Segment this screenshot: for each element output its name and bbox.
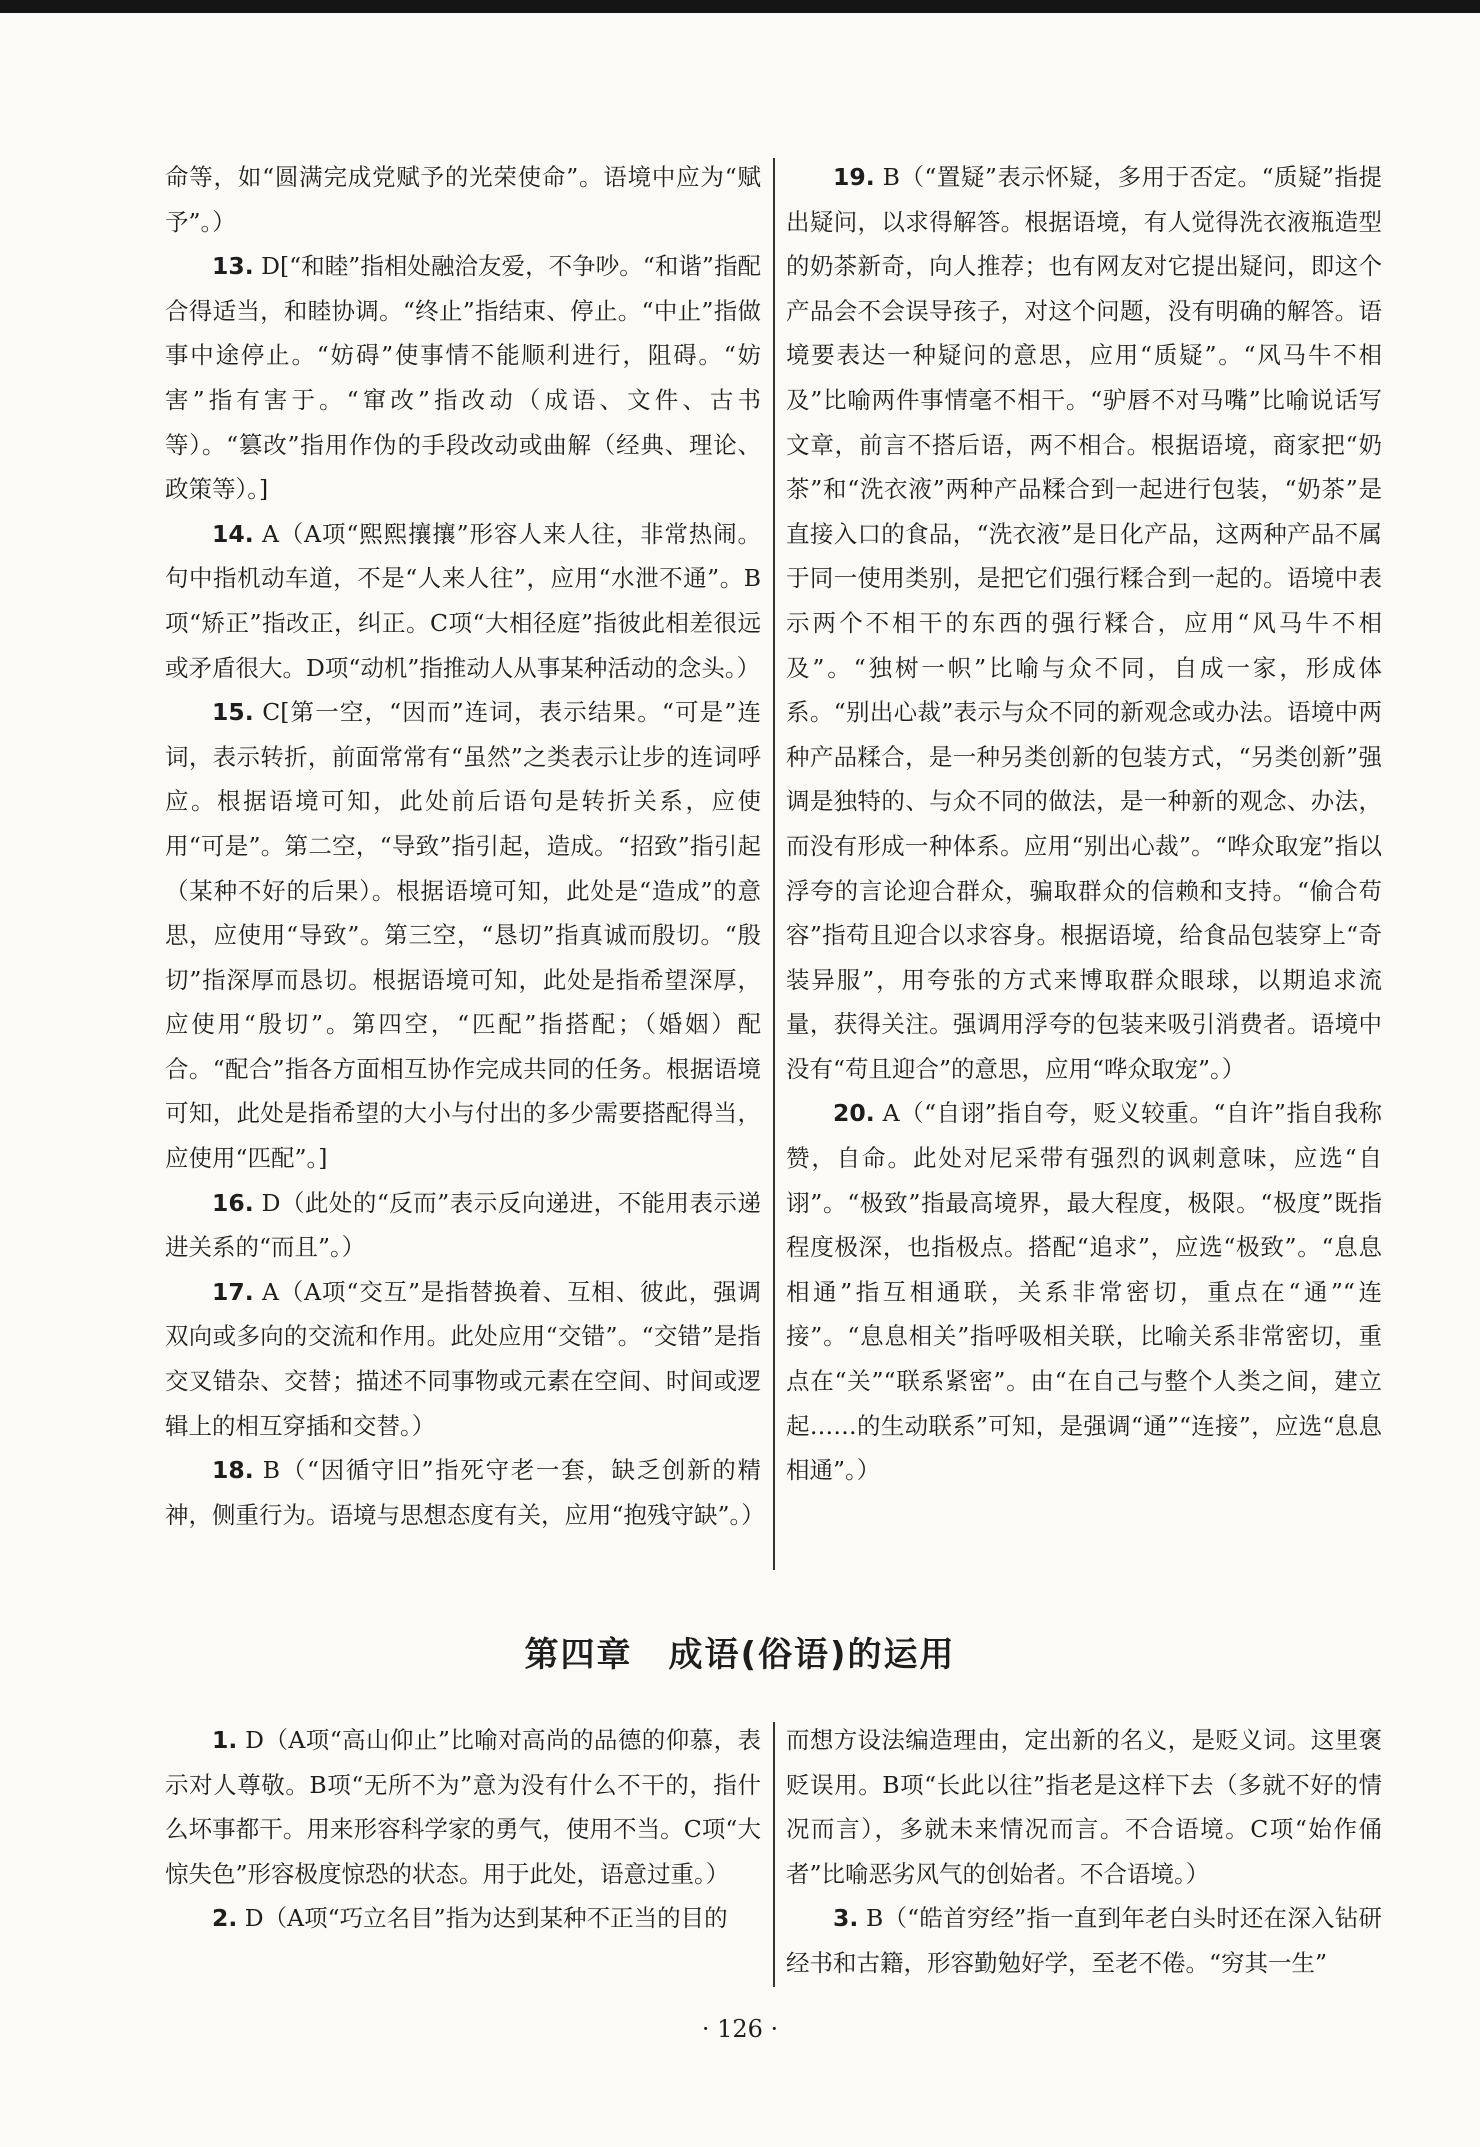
answer-item [786, 1896, 1382, 1985]
item-text: B（“皓首穷经”指一直到年老白头时还在深入钻研经书和古籍，形容勤勉好学，至老不倦。“穷其一生” [786, 1904, 1382, 1977]
item-number: 1. [212, 1726, 238, 1754]
answer-item [165, 244, 761, 512]
item-text: B（“因循守旧”指死守老一套，缺乏创新的精神，侧重行为。语境与思想态度有关，应用“抱残守缺”。） [165, 1456, 765, 1529]
bottom-left-column [165, 1718, 761, 1941]
item-number: 14. [212, 519, 254, 548]
item-number: 15. [212, 698, 254, 727]
answer-continuation [786, 1718, 1382, 1896]
item-text: B（“置疑”表示怀疑，多用于否定。“质疑”指提出疑问，以求得解答。根据语境，有人觉得洗衣液瓶造型的奶茶新奇，向人推荐；也有网友对它提出疑问，即这个产品会不会误导孩子，对这个问题，没有明确的解答。语境要表达一种疑问的意思，应用“质疑”。“风马牛不相及”比喻两件事情毫不相干。“驴唇不对马嘴”比喻说话写文章，前言不搭后语，两不相合。根据语境，商家把“奶茶”和“洗衣液”两种产品糅合到一起进行包装，“奶茶”是直接入口的食品，“洗衣液”是日化产品，这两种产品不属于同一使用类别，是把它们强行糅合到一起的。语境中表示两个不相干的东西的强行糅合，应用“风马牛不相及”。“独树一帜”比喻与众不同，自成一家，形成体系。“别出心裁”表示与众不同的新观念或办法。语境中两种产品糅合，是一种另类创新的包装方式，“另类创新”强调是独特的、与众不同的做法，是一种新的观念、办法，而没有形成一种体系。应用“别出心裁”。“哗众取宠”指以浮夸的言论迎合群众，骗取群众的信赖和支持。“偷合苟容”指苟且迎合以求容身。根据语境，给食品包装穿上“奇装异服”，用夸张的方式来博取群众眼球，以期追求流量，获得关注。强调用浮夸的包装来吸引消费者。语境中没有“苟且迎合”的意思，应用“哗众取宠”。） [786, 163, 1382, 1083]
item-text: A（A项“交互”是指替换着、互相、彼此，强调双向或多向的交流和作用。此处应用“交错”。“交错”是指交叉错杂、交替；描述不同事物或元素在空间、时间或逻辑上的相互穿插和交替。） [165, 1277, 761, 1440]
item-number: 20. [833, 1099, 875, 1128]
top-border-rule [0, 0, 1480, 13]
top-right-column [786, 155, 1382, 1493]
bottom-right-column [786, 1718, 1382, 1986]
item-text: 而想方设法编造理由，定出新的名义，是贬义词。这里褒贬误用。B项“长此以往”指老是这样下去（多就不好的情况而言），多就未来情况而言。不合语境。C项“始作俑者”比喻恶劣风气的创始者。不合语境。） [786, 1726, 1382, 1888]
page-number: · 126 · [701, 2015, 779, 2043]
item-number: 17. [212, 1277, 254, 1306]
item-text: 命等，如“圆满完成党赋予的光荣使命”。语境中应为“赋予”。） [165, 163, 761, 236]
answer-item [165, 1181, 761, 1270]
bottom-column-divider [773, 1722, 775, 1987]
answer-item [786, 155, 1382, 1091]
answer-item [165, 512, 761, 690]
item-number: 13. [212, 252, 254, 281]
answer-item [786, 1091, 1382, 1492]
item-text: D（A项“巧立名目”指为达到某种不正当的目的 [237, 1904, 728, 1933]
answer-item [165, 690, 761, 1181]
top-column-divider [773, 158, 775, 1570]
answer-item [165, 1270, 761, 1448]
answer-item [165, 1896, 761, 1941]
item-number: 19. [833, 163, 875, 191]
item-number: 2. [212, 1904, 238, 1933]
answer-continuation [165, 155, 761, 244]
item-text: D[“和睦”指相处融洽友爱，不争吵。“和谐”指配合得适当，和睦协调。“终止”指结束、停止。“中止”指做事中途停止。“妨碍”使事情不能顺利进行，阻碍。“妨害”指有害于。“窜改”指改动（成语、文件、古书等）。“篡改”指用作伪的手段改动或曲解（经典、理论、政策等）。] [165, 252, 761, 504]
item-text: C[第一空，“因而”连词，表示结果。“可是”连词，表示转折，前面常常有“虽然”之类表示让步的连词呼应。根据语境可知，此处前后语句是转折关系，应使用“可是”。第二空，“导致”指引起，造成。“招致”指引起（某种不好的后果）。根据语境可知，此处是“造成”的意思，应使用“导致”。第三空，“恳切”指真诚而殷切。“殷切”指深厚而恳切。根据语境可知，此处是指希望深厚，应使用“殷切”。第四空，“匹配”指搭配；（婚姻）配合。“配合”指各方面相互协作完成共同的任务。根据语境可知，此处是指希望的大小与付出的多少需要搭配得当，应使用“匹配”。] [165, 698, 761, 1173]
answer-item [165, 1718, 761, 1896]
item-text: A（“自诩”指自夸，贬义较重。“自许”指自我称赞，自命。此处对尼采带有强烈的讽刺意味，应选“自诩”。“极致”指最高境界，最大程度，极限。“极度”既指程度极深，也指极点。搭配“追求”，应选“极致”。“息息相通”指互相通联，关系非常密切，重点在“通”“连接”。“息息相关”指呼吸相关联，比喻关系非常密切，重点在“关”“联系紧密”。由“在自己与整个人类之间，建立起……的生动联系”可知，是强调“通”“连接”，应选“息息相通”。） [786, 1099, 1382, 1485]
item-number: 16. [212, 1188, 254, 1217]
item-text: D（A项“高山仰止”比喻对高尚的品德的仰慕，表示对人尊敬。B项“无所不为”意为没有什么不干的，指什么坏事都干。用来形容科学家的勇气，使用不当。C项“大惊失色”形容极度惊恐的状态。用于此处，语意过重。） [165, 1726, 761, 1888]
item-number: 3. [833, 1904, 859, 1933]
chapter-title: 第四章 成语(俗语)的运用 [524, 1635, 956, 1675]
item-text: D（此处的“反而”表示反向递进，不能用表示递进关系的“而且”。） [165, 1188, 761, 1262]
top-left-column [165, 155, 765, 1537]
answer-item [165, 1448, 765, 1537]
item-text: A（A项“熙熙攘攘”形容人来人往，非常热闹。句中指机动车道，不是“人来人往”，应用“水泄不通”。B项“矫正”指改正，纠正。C项“大相径庭”指彼此相差很远或矛盾很大。D项“动机”指推动人从事某种活动的念头。） [165, 519, 761, 682]
item-number: 18. [212, 1456, 254, 1485]
